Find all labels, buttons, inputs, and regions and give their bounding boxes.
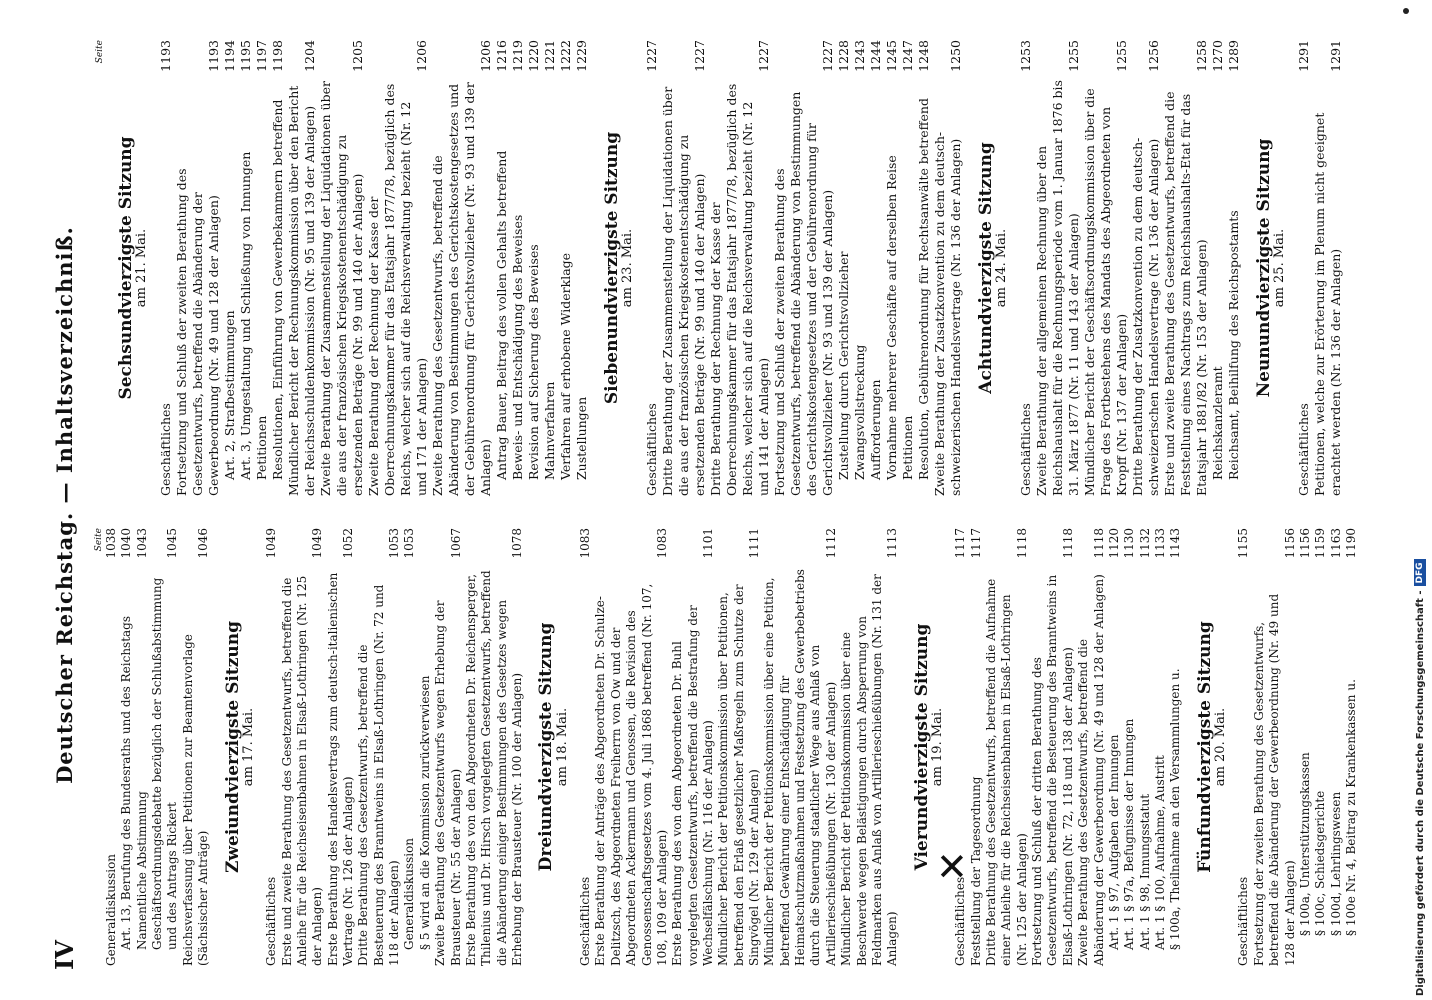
toc-entry-text: Erste und zweite Berathung des Gesetzentwurfs, betreffend die Feststellung eines Nachtrags zum Reichshaushalts-Etat für das Etatsjahr 1881/82 (Nr. 153 der Anlagen) [1162,91,1209,496]
toc-entry-text: § 100a, Unterstützungskassen [1297,752,1312,936]
session-section [604,40,964,496]
toc-entry [1312,40,1344,496]
session-section [536,528,900,966]
toc-entry-text: Dritte Berathung der Zusatzkonvention zu dem deutsch-schweizerischen Handelsvertrage (Nr. 136 der Anlagen) [1130,137,1161,496]
session-date: am 17. Mai. [240,707,256,787]
session-title: Neunundvierzigste Sitzung [1254,138,1274,398]
toc-entry-text: Geschäftliches [953,876,968,966]
session-section [1194,528,1360,966]
toc-page-number: 1101 [700,528,715,559]
toc-page-number: 1130 [1122,528,1137,559]
toc-entry-text: Fortsetzung und Schluß der zweiten Berathung des Gesetzentwurfs, betreffend die Abänderung von Bestimmungen des Gerichtskostengesetzes und der Gebührenordnung für Gerichtsvollzieher (Nr. 93 und 139 der Anlagen) [772,91,835,496]
toc-entry-text: Fortsetzung und Schluß der zweiten Berathung des Gesetzentwurfs, betreffend die Abänderung der Gewerbeordnung (Nr. 49 und 128 der Anlagen) [174,168,221,496]
toc-entry [1030,528,1076,966]
toc-entry-text: Art. 2, Strafbestimmungen [222,310,237,480]
session-title: Sechsundvierzigste Sitzung [116,136,136,400]
toc-page-number: 1159 [1313,528,1328,559]
toc-entry [1076,528,1107,966]
toc-page-number: 1255 [1066,40,1081,72]
toc-entry [104,528,119,966]
toc-entry-text: Zweite Berathung der Zusatzkonvention zu dem deutsch-schweizerischen Handelsvertrage (Nr. 136 der Anlagen) [932,131,963,496]
toc-entry [852,40,868,496]
toc-entry [574,40,590,496]
toc-entry-text: Zweite Berathung des Gesetzentwurfs, betreffend die Abänderung von Bestimmungen des Gerichtskostengesetzes und der Gebührenordnung für Gerichtsvollzieher (Nr. 93 und 139 der Anlagen) [430,82,493,496]
toc-page-number: 1117 [968,528,983,559]
session-title: Vierundvierzigste Sitzung [911,623,932,871]
toc-entry [418,528,433,966]
toc-entry-text: Reichsverfassung über Petitionen zur Beamtenvorlage (Sächsischer Anträge) [180,634,211,966]
toc-page-number: 1227 [692,40,707,72]
toc-entry [433,528,464,966]
session-title: Fünfundvierzigste Sitzung [1194,621,1215,873]
toc-entry-text: Fortsetzung und Schluß der dritten Berathung des Gesetzentwurfs, betreffend die Besteuerung des Branntweins in Elsaß-Lothringen (Nr. 72, 118 und 138 der Anlagen) [1030,574,1075,966]
session-title: Achtundvierzigste Sitzung [976,142,996,394]
toc-entry-text: Petitionen [254,415,269,480]
toc-entry-text: § 100e Nr. 4, Beitrag zu Krankenkassen u. [1343,679,1358,936]
toc-page-number: 1229 [574,40,589,72]
session-date: am 23. Mai. [620,228,635,308]
toc-entry-text: Geschäftliches [158,403,173,496]
toc-entry-text: Geschäftliches [264,876,279,966]
toc-page-number: 1220 [526,40,541,72]
scan-dot [1403,8,1409,14]
toc-entry-text: Art. 3, Umgestaltung und Schließung von Innungen [238,151,253,480]
session-date: am 24. Mai. [994,228,1009,308]
toc-entry [135,528,150,966]
toc-entry-text: Generaldiskussion [104,853,118,966]
toc-entry-text: Mündlicher Bericht der Petitionskommission über eine Petition, betreffend Gewährung einer Entschädigung für Heimatschutzmaßnahmen und Festsetzung des Gewerbebetriebs durch die Steuerung staatlicher Wege aus Anlaß von Artillerieschießübungen (Nr. 130 der Anlagen) [762,569,838,966]
toc-entry-text: Dritte Berathung der Zusammenstellung der Liquidationen über die aus der französischen Kriegskostenentschädigung zu ersetzenden Beträge (Nr. 99 und 140 der Anlagen) [660,86,707,496]
toc-entry [1138,528,1153,966]
toc-entry [1034,40,1082,496]
toc-entry [868,40,884,496]
toc-entry-text: Geschäftliches [1018,403,1033,496]
toc-entry [1226,40,1242,496]
toc-entry [984,528,1030,966]
toc-page-number: 1255 [1114,40,1129,72]
toc-entry-text: Fortsetzung der zweiten Berathung des Gesetzentwurfs, betreffend die Abänderung der Gewerbeordnung (Nr. 49 und 128 der Anlagen) [1251,593,1297,966]
toc-entry-text: Mündlicher Bericht der Rechnungskommission über den Bericht der Reichsschuldenkommission (Nr. 95 und 139 der Anlagen) [286,85,317,496]
toc-page-number: 1155 [1236,528,1251,559]
toc-entry-text: Reichsamt, Beihilfung des Reichspostamts [1226,210,1241,480]
toc-entry [1296,40,1312,496]
toc-entry-text: Reichskanzleramt [1210,366,1225,480]
toc-entry [158,40,174,496]
seite-label: Seite [94,528,104,552]
toc-page-number: 1117 [953,528,968,559]
toc-page-number: 1040 [119,528,134,559]
toc-entry [318,40,366,496]
toc-page-number: 1227 [820,40,835,72]
toc-entry-text: Erste Berathung des Handelsvertrags zum deutsch-italienischen Vertrage (Nr. 126 der Anlagen) [325,572,356,966]
toc-page-number: 1219 [510,40,525,72]
toc-entry-text: Art. 1 § 97, Aufgaben der Innungen [1106,734,1121,950]
toc-entry [286,40,318,496]
toc-page-number: 1046 [196,528,211,559]
toc-page-number: 1053 [387,528,402,559]
toc-page-number: 1143 [1168,528,1183,559]
dfg-logo: DFG [1414,559,1426,586]
toc-entry-text: § 5 wird an die Kommission zurückverwiesen [417,675,432,950]
toc-entry-text: Feststellung der Tagesordnung [968,776,983,966]
toc-entry [430,40,494,496]
toc-page-number: 1258 [1194,40,1209,72]
toc-page-number: 1289 [1226,40,1241,72]
toc-entry-text: § 100d, Lehrlingswesen [1328,791,1343,936]
toc-page-number: 1256 [1146,40,1161,72]
toc-entry [280,528,326,966]
toc-entry-text: Mahnverfahren [542,381,557,480]
toc-page-number: 1291 [1296,40,1311,72]
toc-entry-text: Verfahren auf erhobene Widerklage [558,252,573,480]
digitization-credit [1414,306,1426,996]
toc-entry-text: Petitionen [900,415,915,480]
toc-page-number: 1049 [264,528,279,559]
toc-page-number: 1053 [402,528,417,559]
toc-entry [181,528,212,966]
page-number: IV [49,940,79,970]
toc-entry [356,528,402,966]
toc-page-number: 1243 [852,40,867,72]
toc-entry [510,40,526,496]
toc-entry [1252,528,1298,966]
toc-entry-text: Art. 1 § 100, Aufnahme, Austritt [1153,755,1167,950]
margin-mark-x: ✕ [936,845,968,889]
toc-entry [1153,528,1168,966]
toc-page-number: 1133 [1153,528,1167,559]
toc-page-number: 1120 [1106,528,1121,559]
toc-entry [593,528,670,966]
toc-page-number: 1163 [1328,528,1343,559]
toc-page-number: 1194 [222,40,237,72]
toc-entry-text: Antrag Bauer, Beitrag des vollen Gehalts betreffend [494,150,509,480]
toc-entry-text: Art. 1 § 98, Innungsstatut [1137,793,1152,950]
toc-entry [660,40,708,496]
toc-page-number: 1118 [1091,528,1106,559]
toc-entry [326,528,357,966]
toc-page-number: 1216 [494,40,509,72]
seite-label: Seite [95,40,105,64]
toc-entry [1344,528,1359,966]
toc-page-number: 1244 [868,40,883,72]
toc-entry [1210,40,1226,496]
toc-entry [836,40,852,496]
toc-entry-text: § 100c, Schiedsgerichte [1313,790,1328,936]
toc-entry-text: Geschäftsordnungsdebatte bezüglich der Schlußabstimmung und des Antrags Rickert [150,577,180,950]
toc-page-number: 1245 [884,40,899,72]
toc-entry [222,40,238,496]
toc-page-number: 1250 [948,40,963,72]
toc-entry-text: Zweite Berathung der Zusammenstellung der Liquidationen über die aus der französischen Kriegskostenentschädigung zu ersetzenden Beträge (Nr. 99 und 140 der Anlagen) [318,81,365,496]
session-date: am 20. Mai. [1213,707,1229,787]
toc-page-number: 1291 [1328,40,1343,72]
toc-page-number: 1247 [900,40,915,72]
toc-entry [264,528,279,966]
toc-page-number: 1045 [165,528,180,559]
toc-entry-text: Erste Berathung des von dem Abgeordneten Dr. Buhl vorgelegten Gesetzentwurfs, betreffend die Bestrafung der Wechselfälschung (Nr. 116 der Anlagen) [670,605,715,966]
toc-page-number: 1118 [1014,528,1029,559]
toc-entry [238,40,254,496]
toc-page-number: 1038 [104,528,118,559]
toc-entry [969,528,984,966]
toc-entry-text: Zweite Berathung der Rechnung der Kasse der Oberrechnungskammer für das Etatsjahr 1877/78, bezüglich des Reichs, welcher sich auf die Reichsverwaltung bezieht (Nr. 12 und 171 der Anlagen) [366,83,429,496]
toc-entry [254,40,270,496]
toc-entry-text: Namentliche Abstimmung [134,791,149,950]
toc-entry-text: Mündlicher Bericht der Petitionskommission über Petitionen, betreffend den Erlaß gesetzlicher Maßregeln zum Schutze der Singvögel (Nr. 129 der Anlagen) [716,584,762,966]
session-title: Zweiundvierzigste Sitzung [222,620,243,874]
toc-entry-text: Mündlicher Bericht der Geschäftsordnungskommission über die Frage des Fortbestehens des Mandats des Abgeordneten von Kropff (Nr. 137 der Anlagen) [1082,88,1129,496]
toc-entry-text: Zweite Berathung des Gesetzentwurfs, betreffend die Abänderung der Gewerbeordnung (Nr. 49 und 128 der Anlagen) [1076,574,1106,966]
toc-entry [578,528,593,966]
toc-page-number: 1227 [756,40,771,72]
toc-page-number: 1067 [448,528,463,559]
toc-entry-text: Geschäftliches [1236,876,1251,966]
toc-page-number: 1113 [885,528,900,559]
session-section [1256,40,1344,496]
toc-entry [916,40,932,496]
toc-entry [1082,40,1130,496]
toc-entry-text: Erste und zweite Berathung des Gesetzentwurfs, betreffend die Anleihe für die Reichseisenbahnen in Elsaß-Lothringen (Nr. 125 der Anlagen) [279,575,325,966]
toc-entry-text: Resolutionen, Einführung von Gewerbekammern betreffend [270,99,285,480]
toc-entry [1122,528,1137,966]
toc-entry [174,40,222,496]
toc-entry [772,40,836,496]
toc-page-number: 1195 [238,40,253,72]
toc-page-number: 1270 [1210,40,1225,72]
right-column [92,40,1344,496]
toc-page-number: 1206 [414,40,429,72]
toc-page-number: 1156 [1282,528,1297,559]
toc-entry [644,40,660,496]
toc-entry-text: Revision auf Sicherung des Beweises [526,244,541,480]
toc-entry-text: Dritte Berathung des Gesetzentwurfs, betreffend die Besteuerung des Branntweins in Elsaß-Lothringen (Nr. 72 und 118 der Anlagen) [356,584,402,966]
session-section [911,528,1184,966]
session-title: Dreiundvierzigste Sitzung [536,622,557,872]
toc-page-number: 1118 [1060,528,1075,559]
toc-page-number: 1083 [578,528,593,559]
toc-entry [932,40,964,496]
toc-entry-text: Art. 1 § 97a, Befugnisse der Innungen [1122,718,1137,950]
toc-entry-text: Erste Berathung des von den Abgeordneten Dr. Reichensperger, Thilenius und Dr. Hirsch vorgelegten Gesetzentwurfs, betreffend die Abänderung einiger Bestimmungen des Gesetzes wegen Erhebung der Brausteuer (Nr. 100 der Anlagen) [463,570,524,966]
toc-entry [1313,528,1328,966]
toc-page-number: 1222 [558,40,573,72]
toc-entry [119,528,134,966]
left-column [92,528,1359,966]
toc-entry [558,40,574,496]
toc-entry-text: Beweis- und Entschädigung des Beweises [510,214,525,480]
toc-entry-text: Resolution, Gebührenordnung für Rechtsanwälte betreffend [916,98,931,480]
toc-entry-text: Generaldiskussion [402,837,417,950]
session-section [978,40,1242,496]
toc-page-number: 1253 [1018,40,1033,72]
toc-page-number: 1078 [509,528,524,559]
toc-entry [1168,528,1183,966]
toc-page-number: 1228 [836,40,851,72]
toc-entry [1329,528,1344,966]
toc-entry [708,40,772,496]
toc-page-number: 1190 [1343,528,1358,559]
toc-entry-text: Dritte Berathung der Rechnung der Kasse der Oberrechnungskammer für das Etatsjahr 1877/78, bezüglich des Reichs, welcher sich auf die Reichsverwaltung bezieht (Nr. 12 und 141 der Anlagen) [708,83,771,496]
toc-page-number: 1227 [644,40,659,72]
toc-entry [464,528,525,966]
toc-entry [716,528,762,966]
toc-page-number: 1132 [1137,528,1152,559]
toc-page-number: 1248 [916,40,931,72]
running-title: Deutscher Reichstag. — Inhaltsverzeichniß. [51,226,77,784]
toc-entry-text: Zustellungen [574,396,589,480]
toc-entry-text: Geschäftliches [1296,403,1311,496]
toc-entry [884,40,900,496]
session-date: am 18. Mai. [554,707,570,787]
toc-entry [1107,528,1122,966]
credit-text: Digitalisierung gefördert durch die Deutsche Forschungsgemeinschaft - [1414,590,1426,996]
toc-entry-text: Zweite Berathung der allgemeinen Rechnung über den Reichshaushalt für die Rechnungsperiode vom 1. Januar 1876 bis 31. März 1877 (Nr. 11 und 143 der Anlagen) [1034,80,1081,496]
toc-entry-text: Dritte Berathung des Gesetzentwurfs, betreffend die Aufnahme einer Anleihe für die Reichseisenbahnen in Elsaß-Lothringen (Nr. 125 der Anlagen) [984,578,1029,966]
toc-entry [494,40,510,496]
toc-entry-text: Geschäftliches [644,403,659,496]
toc-entry [150,528,181,966]
toc-page-number: 1204 [302,40,317,72]
toc-entry [1130,40,1162,496]
toc-entry-text: Zustellung durch Gerichtsvollzieher [836,251,851,480]
toc-entry-text: Petitionen, welche zur Erörterung im Plenum nicht geeignet erachtet werden (Nr. 136 der Anlagen) [1312,112,1343,496]
toc-page-number: 1206 [478,40,493,72]
toc-page-number: 1083 [654,528,669,559]
toc-entry [670,528,716,966]
toc-page-number: 1205 [350,40,365,72]
session-section [118,40,590,496]
toc-entry-text: Aufforderungen [868,379,883,480]
toc-entry-text: Art. 13, Berufung des Bundesraths und des Reichstags [119,615,134,950]
toc-page-number: 1197 [254,40,269,72]
toc-entry [900,40,916,496]
session-date: am 21. Mai. [134,228,149,308]
toc-entry [1162,40,1210,496]
toc-entry [762,528,839,966]
toc-entry [402,528,417,966]
toc-page-number: 1043 [134,528,149,559]
page-header [44,40,84,970]
toc-entry-text: Zweite Berathung des Gesetzentwurfs wegen Erhebung der Brausteuer (Nr. 55 der Anlagen) [433,600,463,966]
toc-page-number: 1111 [747,528,762,559]
session-date: am 19. Mai. [929,707,945,787]
toc-entry [542,40,558,496]
toc-page-number: 1052 [341,528,356,559]
session-date: am 25. Mai. [1272,228,1287,308]
toc-entry [270,40,286,496]
toc-page-number: 1112 [823,528,838,559]
toc-page-number: 1221 [542,40,557,72]
toc-entry-text: Vornahme mehrerer Geschäfte auf derselben Reise [884,155,899,480]
toc-page-number: 1193 [158,40,173,72]
toc-entry [1018,40,1034,496]
toc-entry-text: Zwangsvollstreckung [852,344,867,480]
toc-entry-text: § 100a, Theilnahme an den Versammlungen u. [1168,668,1183,950]
toc-entry-text: Geschäftliches [578,876,593,966]
toc-entry [953,528,968,966]
toc-page-number: 1193 [206,40,221,72]
toc-page-number: 1198 [270,40,285,72]
toc-page-number: 1156 [1297,528,1312,559]
toc-entry [1236,528,1251,966]
toc-entry [839,528,900,966]
session-title: Siebenundvierzigste Sitzung [602,131,622,405]
toc-entry [1298,528,1313,966]
session-section [222,528,526,966]
toc-page-number: 1049 [310,528,325,559]
toc-entry [366,40,430,496]
toc-entry [526,40,542,496]
toc-entry-text: Mündlicher Bericht der Petitionskommission über eine Beschwerde wegen Belästigungen durch Absperrung von Feldmarken aus Anlaß von Artillerieschießübungen (Nr. 131 der Anlagen) [839,574,900,966]
toc-entry-text: Erste Berathung der Anträge des Abgeordneten Dr. Schulze-Delitzsch, des Abgeordneten Freiherrn von Ow und der Abgeordneten Ackermann und Genossen, die Revision des Genossenschaftsgesetzes vom 4. Juli 1868 betreffend (Nr. 107, 108, 109 der Anlagen) [593,583,669,966]
